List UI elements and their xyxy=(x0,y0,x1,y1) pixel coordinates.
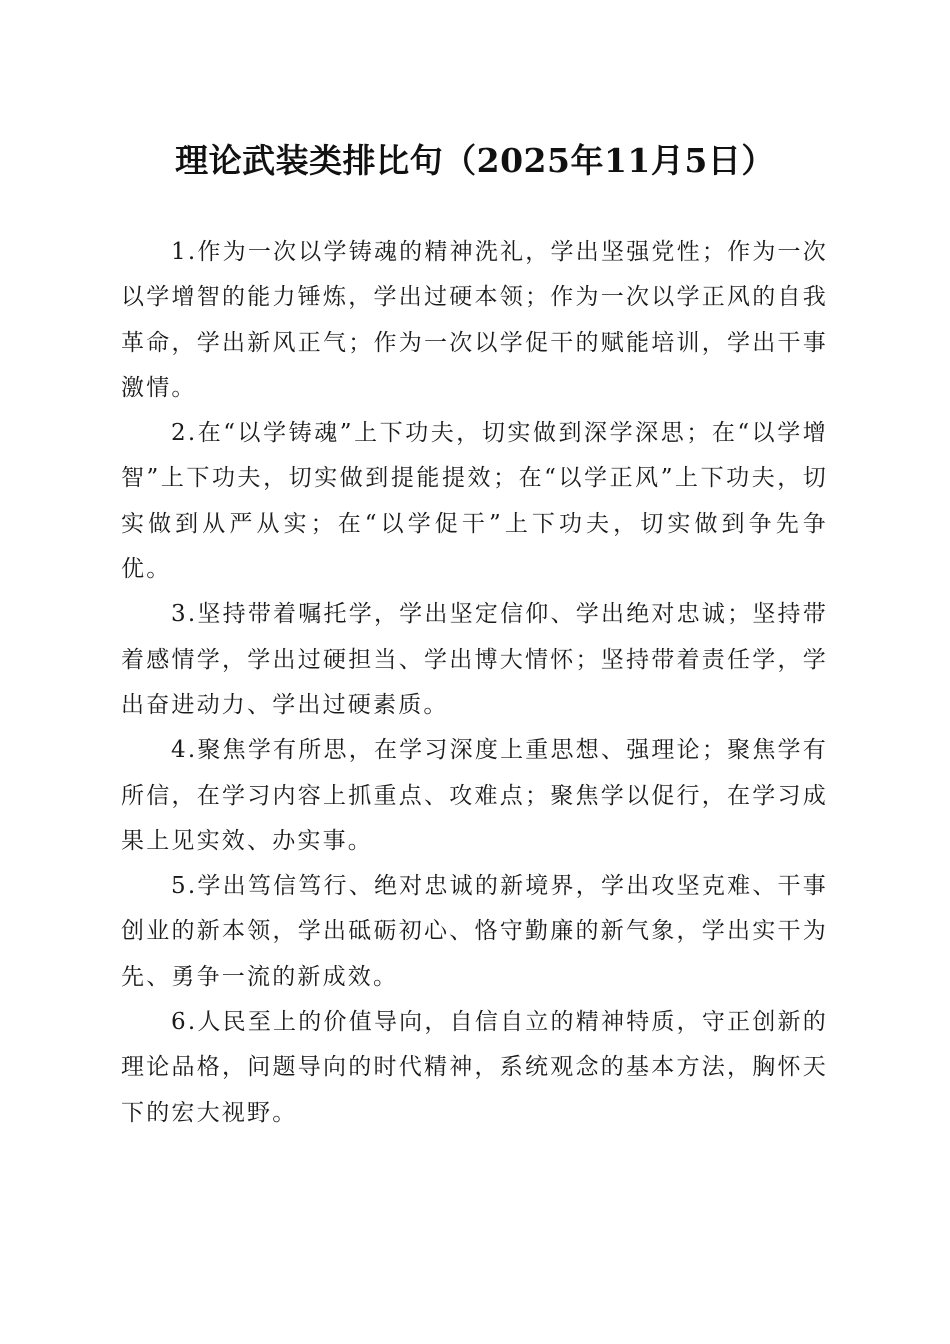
paragraph-3: 3.坚持带着嘱托学，学出坚定信仰、学出绝对忠诚；坚持带着感情学，学出过硬担当、学出博大情怀；坚持带着责任学，学出奋进动力、学出过硬素质。 xyxy=(121,601,828,718)
document-title: 理论武装类排比句（2025年11月5日） xyxy=(175,141,775,180)
document-body xyxy=(121,230,828,1136)
paragraph-2: 2.在“以学铸魂”上下功夫，切实做到深学深思；在“以学增智”上下功夫，切实做到提能提效；在“以学正风”上下功夫，切实做到从严从实；在“以学促干”上下功夫，切实做到争先争优。 xyxy=(121,420,828,583)
paragraph-1: 1.作为一次以学铸魂的精神洗礼，学出坚强党性；作为一次以学增智的能力锤炼，学出过硬本领；作为一次以学正风的自我革命，学出新风正气；作为一次以学促干的赋能培训，学出干事激情。 xyxy=(121,239,828,401)
paragraph-4: 4.聚焦学有所思，在学习深度上重思想、强理论；聚焦学有所信，在学习内容上抓重点、攻难点；聚焦学以促行，在学习成果上见实效、办实事。 xyxy=(121,737,828,854)
paragraph-6: 6.人民至上的价值导向，自信自立的精神特质，守正创新的理论品格，问题导向的时代精神，系统观念的基本方法，胸怀天下的宏大视野。 xyxy=(121,1009,828,1126)
paragraph-5: 5.学出笃信笃行、绝对忠诚的新境界，学出攻坚克难、干事创业的新本领，学出砥砺初心、恪守勤廉的新气象，学出实干为先、勇争一流的新成效。 xyxy=(121,873,828,990)
